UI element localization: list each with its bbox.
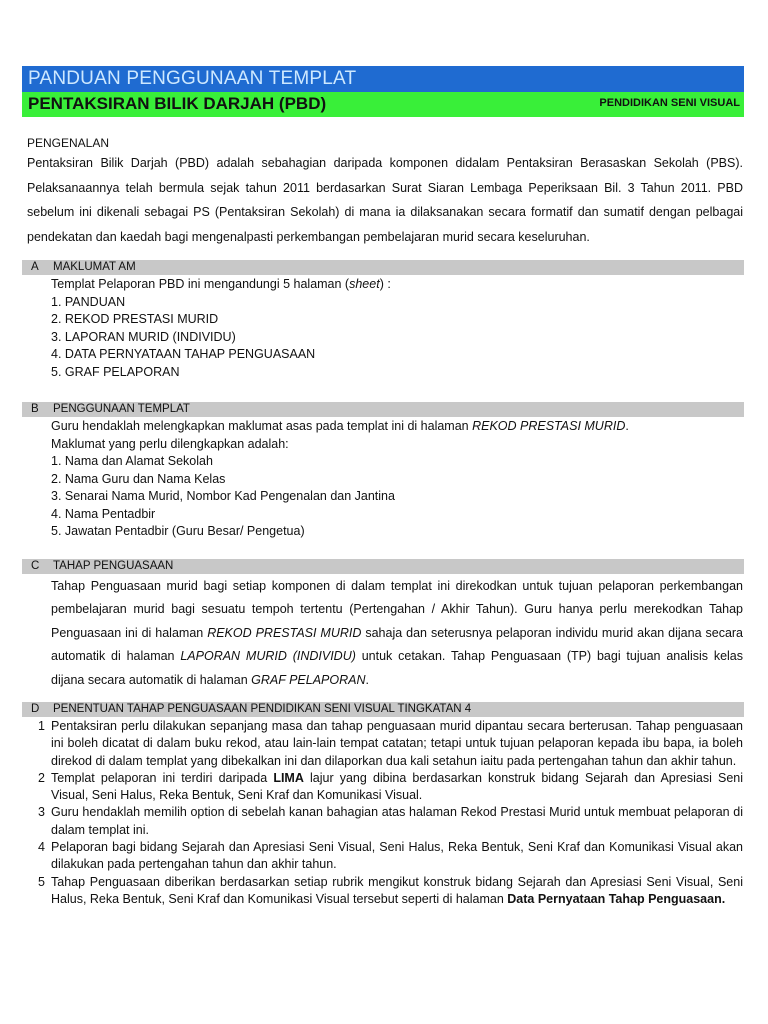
section-b-header [22, 402, 744, 417]
section-a-title: MAKLUMAT AM [53, 261, 136, 273]
list-item [22, 839, 744, 874]
section-c-emphasis-3: GRAF PELAPORAN [251, 672, 366, 687]
item-text-start: Tahap Penguasaan diberikan berdasarkan setiap rubrik mengikut konstruk bidang Sejarah dan Apresiasi Seni Visual, Seni Halus, Reka Bentuk, Seni Kraf dan Komunikasi Visual tersebut seperti di halaman [51, 874, 743, 906]
item-text: Pentaksiran perlu dilakukan sepanjang masa dan tahap penguasaan murid dipantau secara berterusan. Tahap penguasaan ini boleh dicatat di dalam buku rekod, atau lain-lain tempat catatan; tetapi untuk tujuan pelaporan kepada ibu bapa, ia boleh direkod di dalam templat yang dibekalkan ini dan dilaporkan dua kali setahun iaitu pada pertengahan tahun dan akhir tahun. [51, 719, 743, 768]
section-b-letter: B [31, 403, 39, 415]
list-item: 3. Senarai Nama Murid, Nombor Kad Pengenalan dan Jantina [51, 489, 395, 503]
section-a-intro-text: Templat Pelaporan PBD ini mengandungi 5 halaman ( [51, 277, 350, 291]
item-text: Pelaporan bagi bidang Sejarah dan Apresiasi Seni Visual, Seni Halus, Reka Bentuk, Seni Kraf dan Komunikasi Visual akan dilakukan pada pertengahan tahun dan akhir tahun. [51, 840, 743, 872]
item-text [51, 874, 743, 909]
section-d-header [22, 702, 744, 717]
list-item: 1. Nama dan Alamat Sekolah [51, 454, 213, 468]
list-item [22, 770, 744, 805]
section-b-line-1-end: . [625, 419, 629, 433]
section-b-body [51, 418, 743, 541]
list-item: 1. PANDUAN [51, 294, 126, 309]
section-c-emphasis-2: LAPORAN MURID (INDIVIDU) [180, 649, 356, 664]
list-item: 3. LAPORAN MURID (INDIVIDU) [51, 329, 236, 344]
list-item: 5. Jawatan Pentadbir (Guru Besar/ Pengetua) [51, 524, 305, 538]
section-b-line-2: Maklumat yang perlu dilengkapkan adalah: [51, 436, 289, 451]
section-a-header [22, 260, 744, 275]
item-number: 1 [38, 719, 45, 733]
item-text-bold: LIMA [273, 770, 304, 785]
item-text-end: lajur yang dibina berdasarkan konstruk bidang Sejarah dan Apresiasi Seni Visual, Seni Halus, Reka Bentuk, Seni Kraf dan Komunikasi Visual. [51, 770, 743, 803]
section-c-text-1: Tahap Penguasaan murid bagi setiap komponen di dalam templat ini direkodkan untuk tujuan pelaporan perkembangan pembelajaran murid bagi sesuatu tempoh tertentu (Pertengahan / Akhir Tahun). Guru hanya perlu merekodkan Tahap Penguasaan ini di halaman [51, 579, 743, 640]
intro-section [27, 136, 743, 249]
list-item: 5. GRAF PELAPORAN [51, 364, 180, 379]
item-text [51, 770, 743, 805]
list-item: 4. Nama Pentadbir [51, 506, 156, 521]
intro-heading: PENGENALAN [27, 136, 110, 150]
section-c-paragraph [51, 575, 743, 692]
section-c-emphasis-1: REKOD PRESTASI MURID [207, 625, 362, 640]
section-d-list [22, 718, 744, 908]
section-a-body [51, 276, 743, 381]
section-a-intro [51, 276, 743, 294]
document-title: PANDUAN PENGGUNAAN TEMPLAT [28, 68, 357, 89]
section-b-line-1 [51, 418, 743, 436]
list-item: 4. DATA PERNYATAAN TAHAP PENGUASAAN [51, 347, 316, 361]
item-number: 4 [38, 840, 45, 855]
title-banner [22, 66, 744, 92]
list-item [22, 804, 744, 839]
list-item [22, 874, 744, 909]
list-item: 2. Nama Guru dan Nama Kelas [51, 471, 226, 486]
item-number: 2 [38, 770, 45, 785]
section-d-letter: D [31, 703, 40, 715]
section-a-intro-end: ) : [379, 277, 391, 291]
subject-label: PENDIDIKAN SENI VISUAL [599, 97, 740, 109]
item-number: 5 [38, 874, 45, 889]
section-c-title: TAHAP PENGUASAAN [53, 560, 174, 572]
section-a-intro-emphasis: sheet [349, 277, 380, 291]
item-text: Guru hendaklah memilih option di sebelah kanan bahagian atas halaman Rekod Prestasi Murid untuk membuat pelaporan di dalam templat ini. [51, 805, 743, 837]
section-a-letter: A [31, 261, 39, 273]
document-subtitle: PENTAKSIRAN BILIK DARJAH (PBD) [28, 94, 327, 113]
intro-paragraph: Pentaksiran Bilik Darjah (PBD) adalah sebahagian daripada komponen didalam Pentaksiran Berasaskan Sekolah (PBS). Pelaksanaannya telah bermula sejak tahun 2011 berdasarkan Surat Siaran Lembaga Peperiksaan Bil. 3 Tahun 2011. PBD sebelum ini dikenali sebagai PS (Pentaksiran Sekolah) di mana ia dilaksanakan secara formatif dan sumatif dengan pelbagai pendekatan dan kaedah bagi mengenalpasti perkembangan pembelajaran murid secara keseluruhan. [27, 156, 743, 244]
list-item [22, 718, 744, 770]
item-number: 3 [38, 805, 45, 820]
section-c-header [22, 559, 744, 574]
section-c-text-3: untuk cetakan. Tahap Penguasaan (TP) bagi tujuan analisis kelas dijana secara automatik di halaman [51, 649, 744, 687]
section-b-line-1-text: Guru hendaklah melengkapkan maklumat asas pada templat ini di halaman [51, 419, 473, 433]
item-text-start: Templat pelaporan ini terdiri daripada [51, 770, 274, 785]
subtitle-banner [22, 92, 744, 117]
section-d-title: PENENTUAN TAHAP PENGUASAAN PENDIDIKAN SENI VISUAL TINGKATAN 4 [53, 703, 472, 715]
list-item: 2. REKOD PRESTASI MURID [51, 312, 219, 326]
section-b-title: PENGGUNAAN TEMPLAT [53, 403, 190, 415]
section-c-letter: C [31, 560, 40, 572]
section-c-text-2: sahaja dan seterusnya pelaporan individu murid akan dijana secara automatik di halaman [51, 625, 744, 664]
section-c-text-4: . [365, 672, 369, 687]
item-text-bold: Data Pernyataan Tahap Penguasaan. [507, 891, 726, 906]
section-b-line-1-emphasis: REKOD PRESTASI MURID [472, 419, 626, 433]
